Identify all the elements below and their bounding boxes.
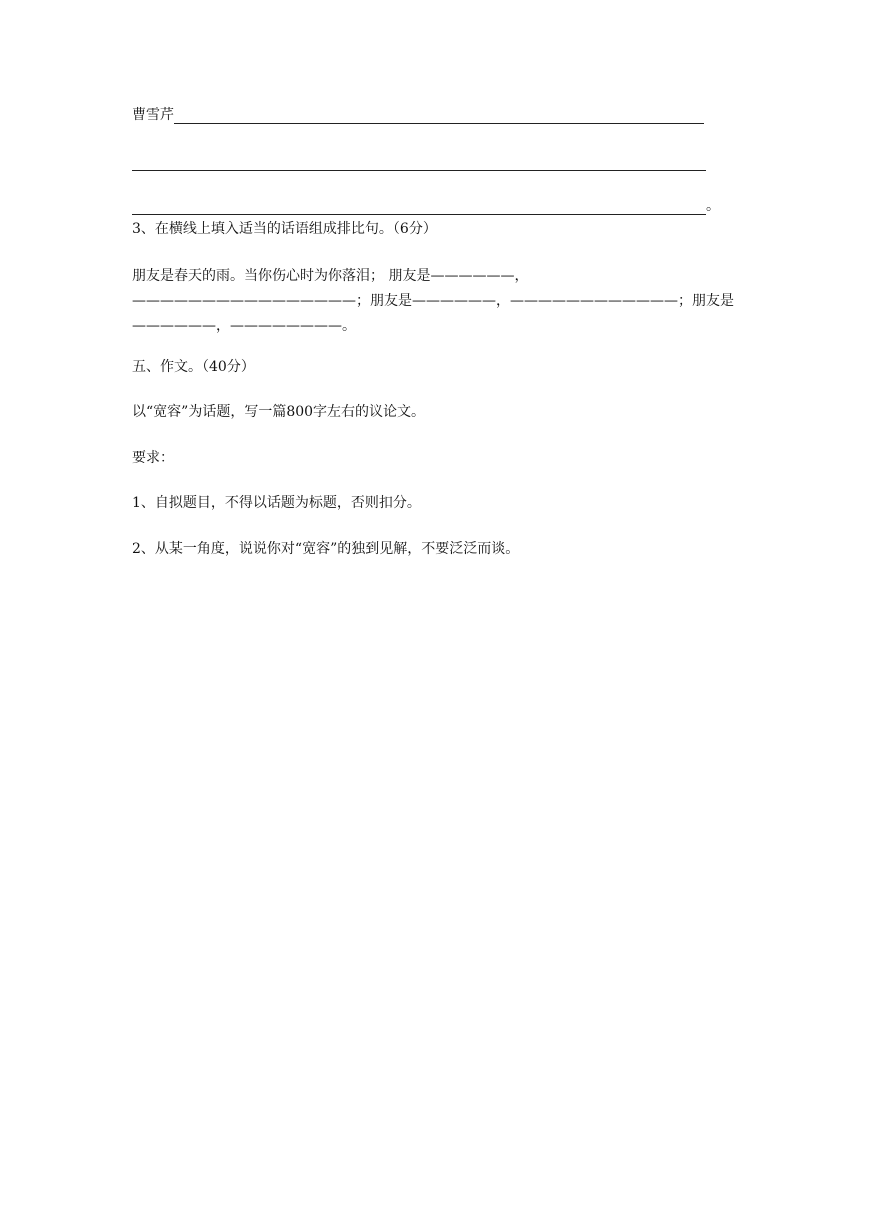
end-period: 。 <box>706 198 720 214</box>
question-3-body: 朋友是春天的雨。当你伤心时为你落泪； 朋友是——————，————————————————；朋友是——————，————————————；朋友是——————，————————。 <box>132 268 734 334</box>
answer-underline <box>132 214 706 215</box>
requirement-item-1: 1、自拟题目，不得以话题为标题，否则扣分。 <box>132 495 421 511</box>
question-3-prompt: 3、在横线上填入适当的话语组成排比句。（6分） <box>132 221 437 237</box>
answer-line-3[interactable] <box>132 197 720 215</box>
author-label: 曹雪芹 <box>132 107 174 123</box>
requirements-label: 要求： <box>132 450 174 466</box>
essay-prompt: 以“宽容”为话题，写一篇800字左右的议论文。 <box>132 404 426 420</box>
section-5-heading: 五、作文。（40分） <box>132 359 255 375</box>
answer-line-2[interactable] <box>132 153 706 171</box>
requirement-item-2: 2、从某一角度，说说你对“宽容”的独到见解，不要泛泛而谈。 <box>132 541 520 557</box>
answer-line-1[interactable] <box>132 106 704 124</box>
answer-underline <box>174 123 704 124</box>
answer-underline <box>132 170 706 171</box>
